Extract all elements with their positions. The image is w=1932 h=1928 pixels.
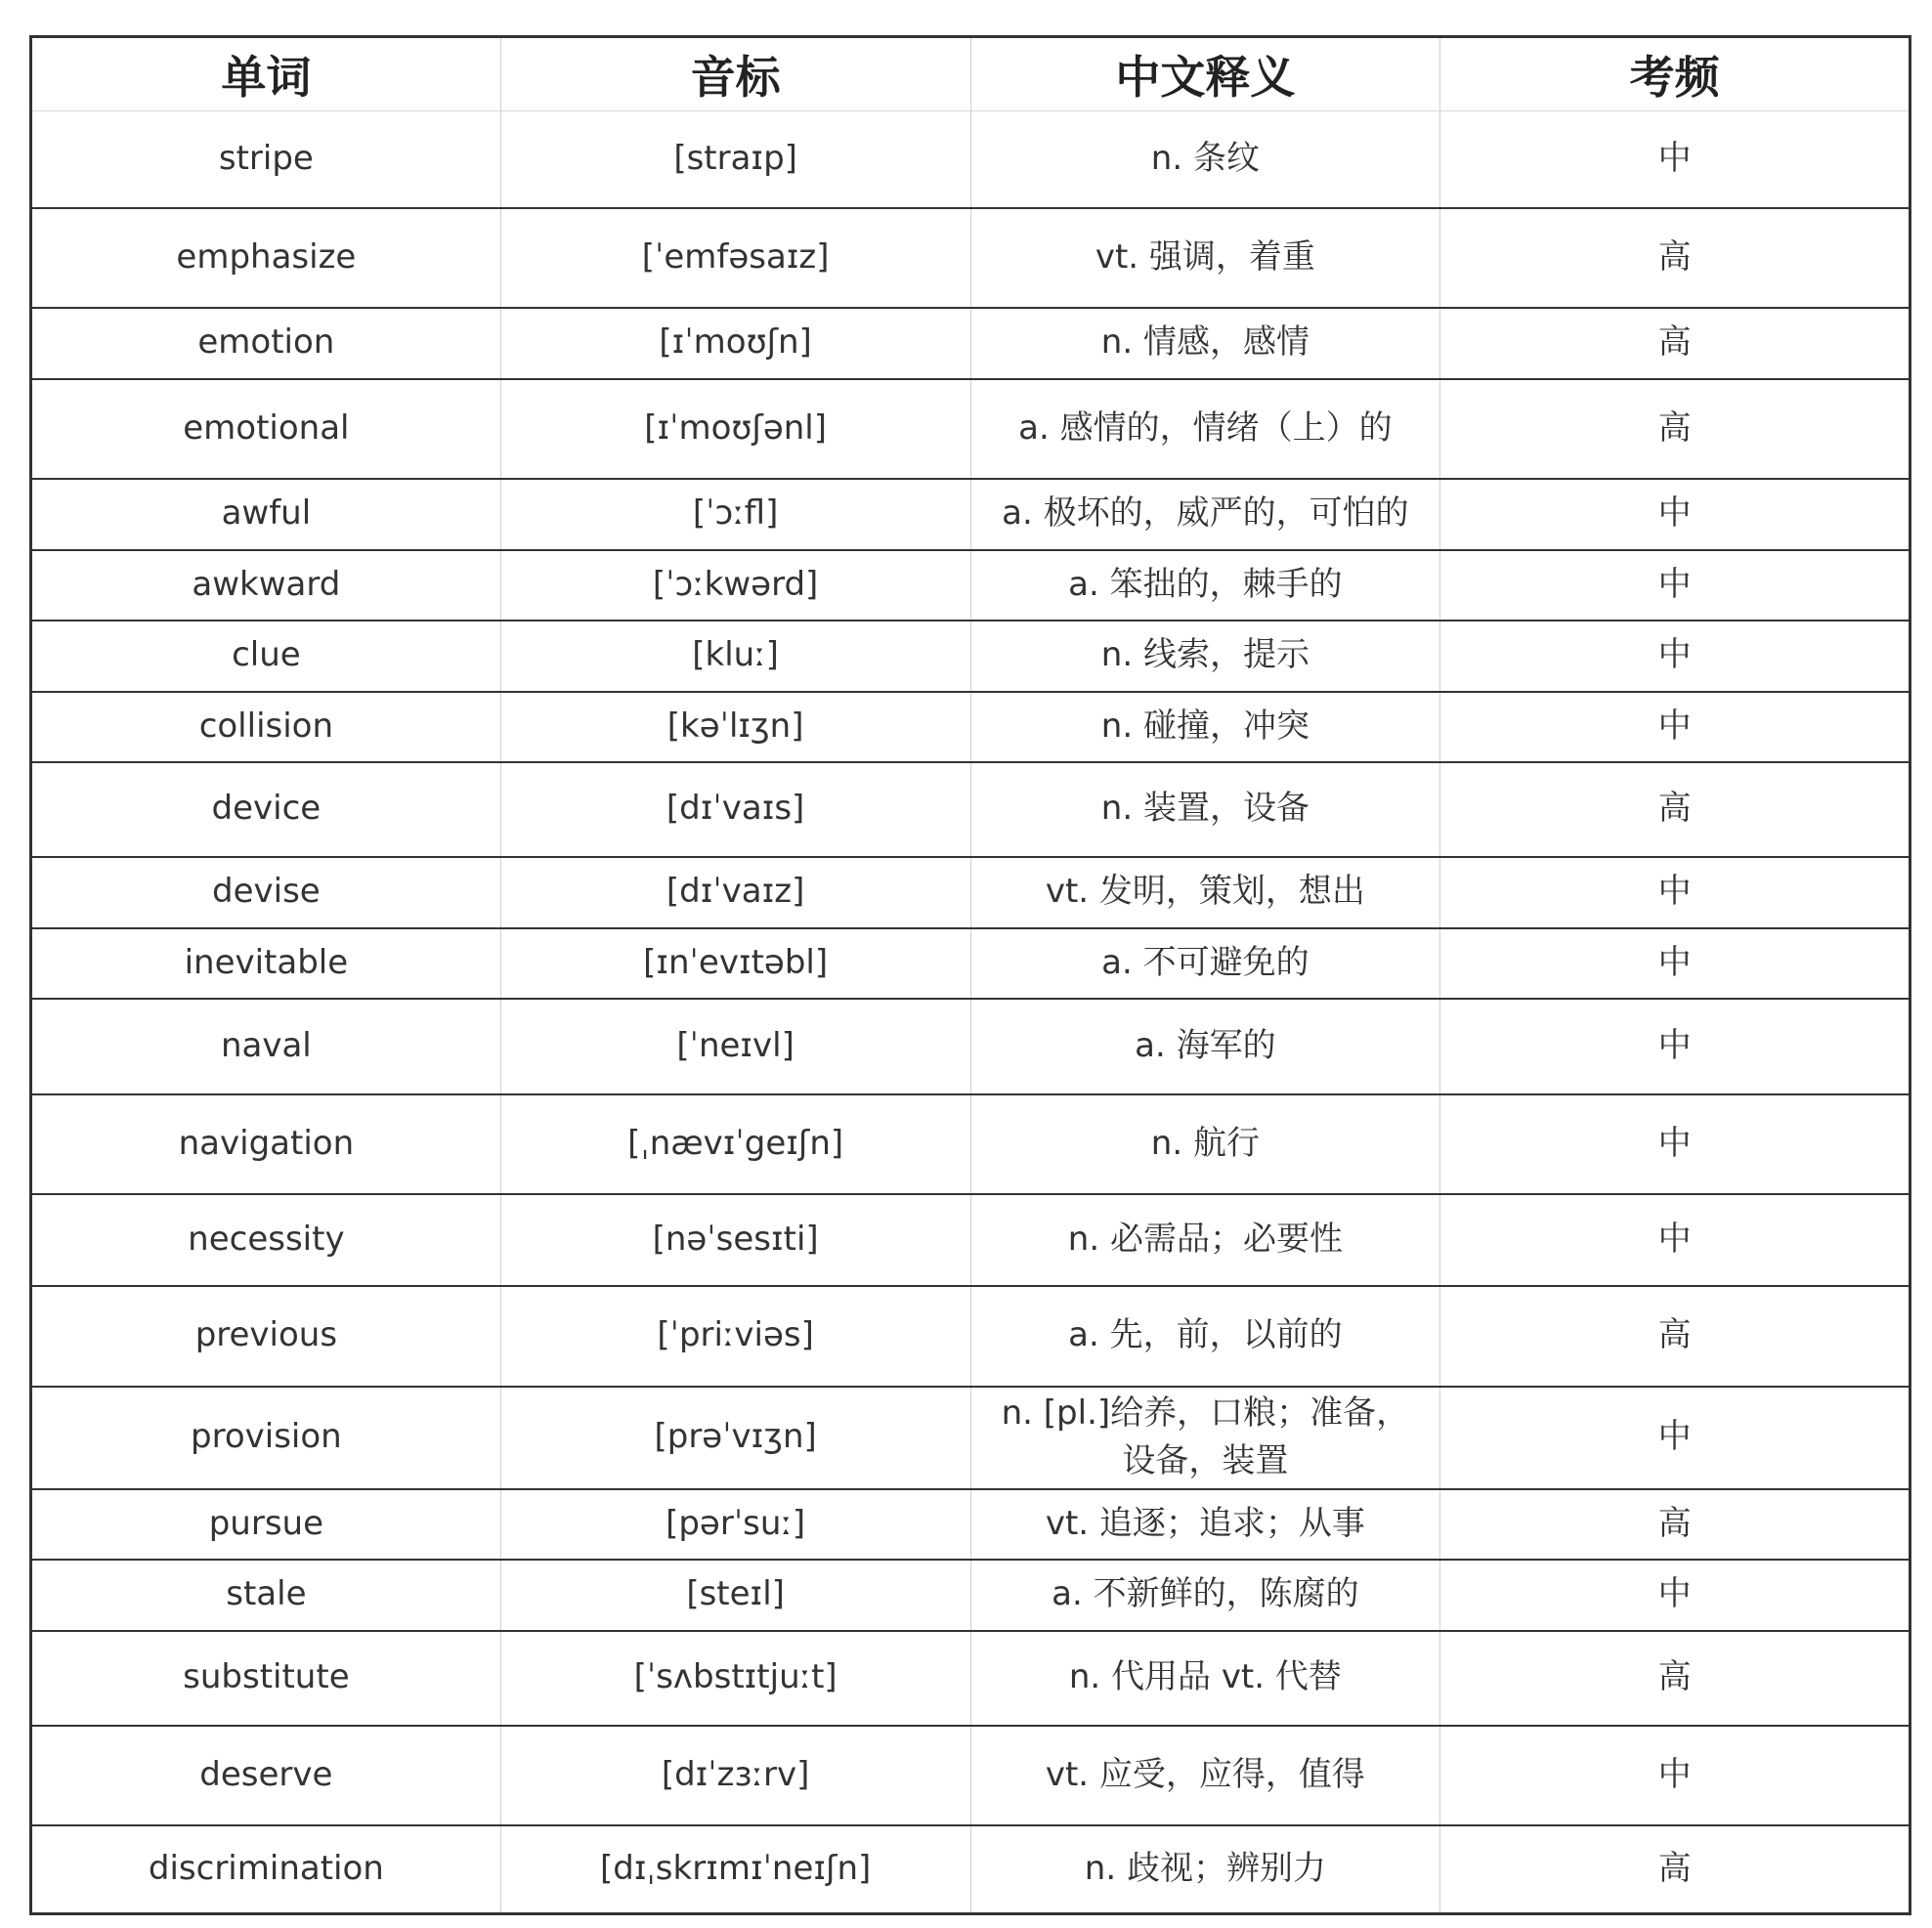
table-row bbox=[31, 308, 1911, 379]
table-row bbox=[31, 1825, 1911, 1914]
cell-word: discrimination bbox=[31, 1825, 501, 1914]
table-row bbox=[31, 1631, 1911, 1726]
cell-word: previous bbox=[31, 1286, 501, 1387]
cell-word: deserve bbox=[31, 1726, 501, 1825]
cell-meaning: n. 代用品 vt. 代替 bbox=[970, 1631, 1440, 1726]
cell-frequency: 高 bbox=[1440, 379, 1911, 479]
cell-meaning: n. 必需品；必要性 bbox=[970, 1194, 1440, 1286]
cell-word: naval bbox=[31, 999, 501, 1094]
table-body bbox=[31, 111, 1911, 1914]
table-row bbox=[31, 479, 1911, 550]
cell-phonetic: [kəˈlɪʒn] bbox=[500, 692, 970, 762]
cell-meaning: n. [pl.]给养，口粮；准备，设备，装置 bbox=[970, 1387, 1440, 1489]
cell-phonetic: [ˈpriːviəs] bbox=[500, 1286, 970, 1387]
cell-frequency: 中 bbox=[1440, 111, 1911, 208]
cell-word: necessity bbox=[31, 1194, 501, 1286]
cell-phonetic: [ˈsʌbstɪtjuːt] bbox=[500, 1631, 970, 1726]
cell-frequency: 中 bbox=[1440, 550, 1911, 621]
table-row bbox=[31, 999, 1911, 1094]
table-row bbox=[31, 692, 1911, 762]
cell-word: awkward bbox=[31, 550, 501, 621]
table-header bbox=[31, 37, 1911, 111]
cell-meaning: a. 极坏的，威严的，可怕的 bbox=[970, 479, 1440, 550]
cell-phonetic: [dɪˈvaɪs] bbox=[500, 762, 970, 857]
cell-frequency: 高 bbox=[1440, 1825, 1911, 1914]
cell-phonetic: [prəˈvɪʒn] bbox=[500, 1387, 970, 1489]
cell-word: inevitable bbox=[31, 928, 501, 999]
table-row bbox=[31, 1560, 1911, 1631]
cell-phonetic: [dɪˈzɜːrv] bbox=[500, 1726, 970, 1825]
cell-phonetic: [ˈɔːkwərd] bbox=[500, 550, 970, 621]
cell-phonetic: [ɪnˈevɪtəbl] bbox=[500, 928, 970, 999]
cell-phonetic: [ɪˈmoʊʃənl] bbox=[500, 379, 970, 479]
header-phonetic: 音标 bbox=[500, 37, 970, 111]
cell-phonetic: [ɪˈmoʊʃn] bbox=[500, 308, 970, 379]
table-row bbox=[31, 208, 1911, 308]
table-row bbox=[31, 1489, 1911, 1560]
cell-meaning: a. 海军的 bbox=[970, 999, 1440, 1094]
cell-meaning: vt. 追逐；追求；从事 bbox=[970, 1489, 1440, 1560]
vocabulary-table bbox=[29, 35, 1911, 1915]
cell-meaning: n. 情感，感情 bbox=[970, 308, 1440, 379]
header-word: 单词 bbox=[31, 37, 501, 111]
cell-phonetic: [pərˈsuː] bbox=[500, 1489, 970, 1560]
cell-phonetic: [dɪˌskrɪmɪˈneɪʃn] bbox=[500, 1825, 970, 1914]
cell-word: devise bbox=[31, 857, 501, 928]
cell-phonetic: [ˈemfəsaɪz] bbox=[500, 208, 970, 308]
cell-frequency: 中 bbox=[1440, 1726, 1911, 1825]
table-row bbox=[31, 928, 1911, 999]
table-row bbox=[31, 621, 1911, 692]
cell-phonetic: [straɪp] bbox=[500, 111, 970, 208]
cell-phonetic: [steɪl] bbox=[500, 1560, 970, 1631]
cell-word: awful bbox=[31, 479, 501, 550]
cell-word: clue bbox=[31, 621, 501, 692]
table-row bbox=[31, 1387, 1911, 1489]
table-row bbox=[31, 1286, 1911, 1387]
cell-phonetic: [dɪˈvaɪz] bbox=[500, 857, 970, 928]
cell-word: collision bbox=[31, 692, 501, 762]
cell-meaning: a. 感情的，情绪（上）的 bbox=[970, 379, 1440, 479]
cell-word: pursue bbox=[31, 1489, 501, 1560]
cell-word: substitute bbox=[31, 1631, 501, 1726]
cell-phonetic: [ˈneɪvl] bbox=[500, 999, 970, 1094]
cell-meaning: a. 不新鲜的，陈腐的 bbox=[970, 1560, 1440, 1631]
table-row bbox=[31, 1094, 1911, 1194]
cell-meaning: a. 不可避免的 bbox=[970, 928, 1440, 999]
cell-frequency: 中 bbox=[1440, 1094, 1911, 1194]
cell-word: device bbox=[31, 762, 501, 857]
cell-frequency: 高 bbox=[1440, 1489, 1911, 1560]
cell-word: stripe bbox=[31, 111, 501, 208]
cell-frequency: 中 bbox=[1440, 479, 1911, 550]
cell-frequency: 高 bbox=[1440, 308, 1911, 379]
cell-frequency: 高 bbox=[1440, 1631, 1911, 1726]
cell-meaning: n. 航行 bbox=[970, 1094, 1440, 1194]
cell-frequency: 中 bbox=[1440, 1387, 1911, 1489]
table-row bbox=[31, 857, 1911, 928]
cell-phonetic: [kluː] bbox=[500, 621, 970, 692]
cell-meaning: n. 线索，提示 bbox=[970, 621, 1440, 692]
cell-word: provision bbox=[31, 1387, 501, 1489]
cell-frequency: 中 bbox=[1440, 928, 1911, 999]
cell-meaning: vt. 发明，策划，想出 bbox=[970, 857, 1440, 928]
cell-frequency: 中 bbox=[1440, 1194, 1911, 1286]
cell-meaning: vt. 强调，着重 bbox=[970, 208, 1440, 308]
cell-meaning: n. 条纹 bbox=[970, 111, 1440, 208]
cell-phonetic: [nəˈsesɪti] bbox=[500, 1194, 970, 1286]
header-meaning: 中文释义 bbox=[970, 37, 1440, 111]
cell-frequency: 中 bbox=[1440, 999, 1911, 1094]
header-frequency: 考频 bbox=[1440, 37, 1911, 111]
table-row bbox=[31, 379, 1911, 479]
cell-meaning: a. 笨拙的，棘手的 bbox=[970, 550, 1440, 621]
cell-frequency: 高 bbox=[1440, 1286, 1911, 1387]
cell-meaning: a. 先，前，以前的 bbox=[970, 1286, 1440, 1387]
table-row bbox=[31, 111, 1911, 208]
cell-word: emphasize bbox=[31, 208, 501, 308]
table-row bbox=[31, 1726, 1911, 1825]
cell-phonetic: [ˌnævɪˈgeɪʃn] bbox=[500, 1094, 970, 1194]
table-row bbox=[31, 550, 1911, 621]
cell-phonetic: [ˈɔːfl] bbox=[500, 479, 970, 550]
cell-meaning: n. 歧视；辨别力 bbox=[970, 1825, 1440, 1914]
cell-meaning: vt. 应受，应得，值得 bbox=[970, 1726, 1440, 1825]
cell-frequency: 中 bbox=[1440, 692, 1911, 762]
cell-meaning: n. 装置，设备 bbox=[970, 762, 1440, 857]
table-row bbox=[31, 762, 1911, 857]
cell-meaning: n. 碰撞，冲突 bbox=[970, 692, 1440, 762]
cell-word: stale bbox=[31, 1560, 501, 1631]
cell-word: emotional bbox=[31, 379, 501, 479]
cell-frequency: 中 bbox=[1440, 1560, 1911, 1631]
cell-frequency: 高 bbox=[1440, 762, 1911, 857]
cell-frequency: 中 bbox=[1440, 621, 1911, 692]
cell-word: navigation bbox=[31, 1094, 501, 1194]
cell-frequency: 高 bbox=[1440, 208, 1911, 308]
cell-frequency: 中 bbox=[1440, 857, 1911, 928]
table-row bbox=[31, 1194, 1911, 1286]
cell-word: emotion bbox=[31, 308, 501, 379]
header-row bbox=[31, 37, 1911, 111]
